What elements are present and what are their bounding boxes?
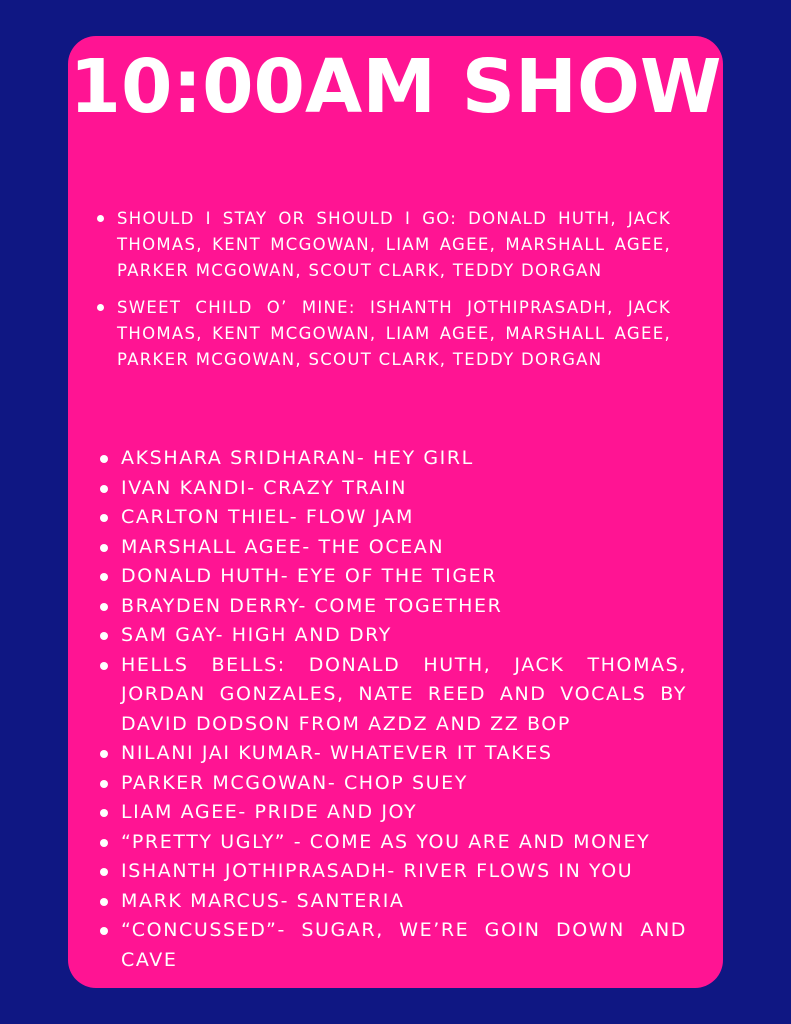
list-item: BRAYDEN DERRY- COME TOGETHER bbox=[121, 592, 687, 622]
list-item: DONALD HUTH- EYE OF THE TIGER bbox=[121, 562, 687, 592]
list-item: NILANI JAI KUMAR- WHATEVER IT TAKES bbox=[121, 739, 687, 769]
list-item: SWEET CHILD O’ MINE: ISHANTH JOTHIPRASADH, JACK THOMAS, KENT MCGOWAN, LIAM AGEE, MARSHALL AGEE, PARKER MCGOWAN, SCOUT CLARK, TEDDY DORGAN bbox=[117, 295, 671, 373]
list-item: SAM GAY- HIGH AND DRY bbox=[121, 621, 687, 651]
list-item: MARSHALL AGEE- THE OCEAN bbox=[121, 533, 687, 563]
list-item: ISHANTH JOTHIPRASADH- RIVER FLOWS IN YOU bbox=[121, 857, 687, 887]
list-item: “CONCUSSED”- SUGAR, WE’RE GOIN DOWN AND CAVE bbox=[121, 916, 687, 975]
list-item: AKSHARA SRIDHARAN- HEY GIRL bbox=[121, 444, 687, 474]
acts-list bbox=[121, 444, 687, 975]
list-item: “PRETTY UGLY” - COME AS YOU ARE AND MONEY bbox=[121, 828, 687, 858]
list-item: SHOULD I STAY OR SHOULD I GO: DONALD HUTH, JACK THOMAS, KENT MCGOWAN, LIAM AGEE, MARSHALL AGEE, PARKER MCGOWAN, SCOUT CLARK, TEDDY DORGAN bbox=[117, 206, 671, 284]
list-item: IVAN KANDI- CRAZY TRAIN bbox=[121, 474, 687, 504]
show-title: 10:00AM SHOW bbox=[69, 44, 722, 130]
list-item: LIAM AGEE- PRIDE AND JOY bbox=[121, 798, 687, 828]
group-acts-list bbox=[117, 206, 671, 384]
list-item: PARKER MCGOWAN- CHOP SUEY bbox=[121, 769, 687, 799]
list-item: CARLTON THIEL- FLOW JAM bbox=[121, 503, 687, 533]
list-item: MARK MARCUS- SANTERIA bbox=[121, 887, 687, 917]
list-item: HELLS BELLS: DONALD HUTH, JACK THOMAS, JORDAN GONZALES, NATE REED AND VOCALS BY DAVID DODSON FROM AZDZ AND ZZ BOP bbox=[121, 651, 687, 740]
